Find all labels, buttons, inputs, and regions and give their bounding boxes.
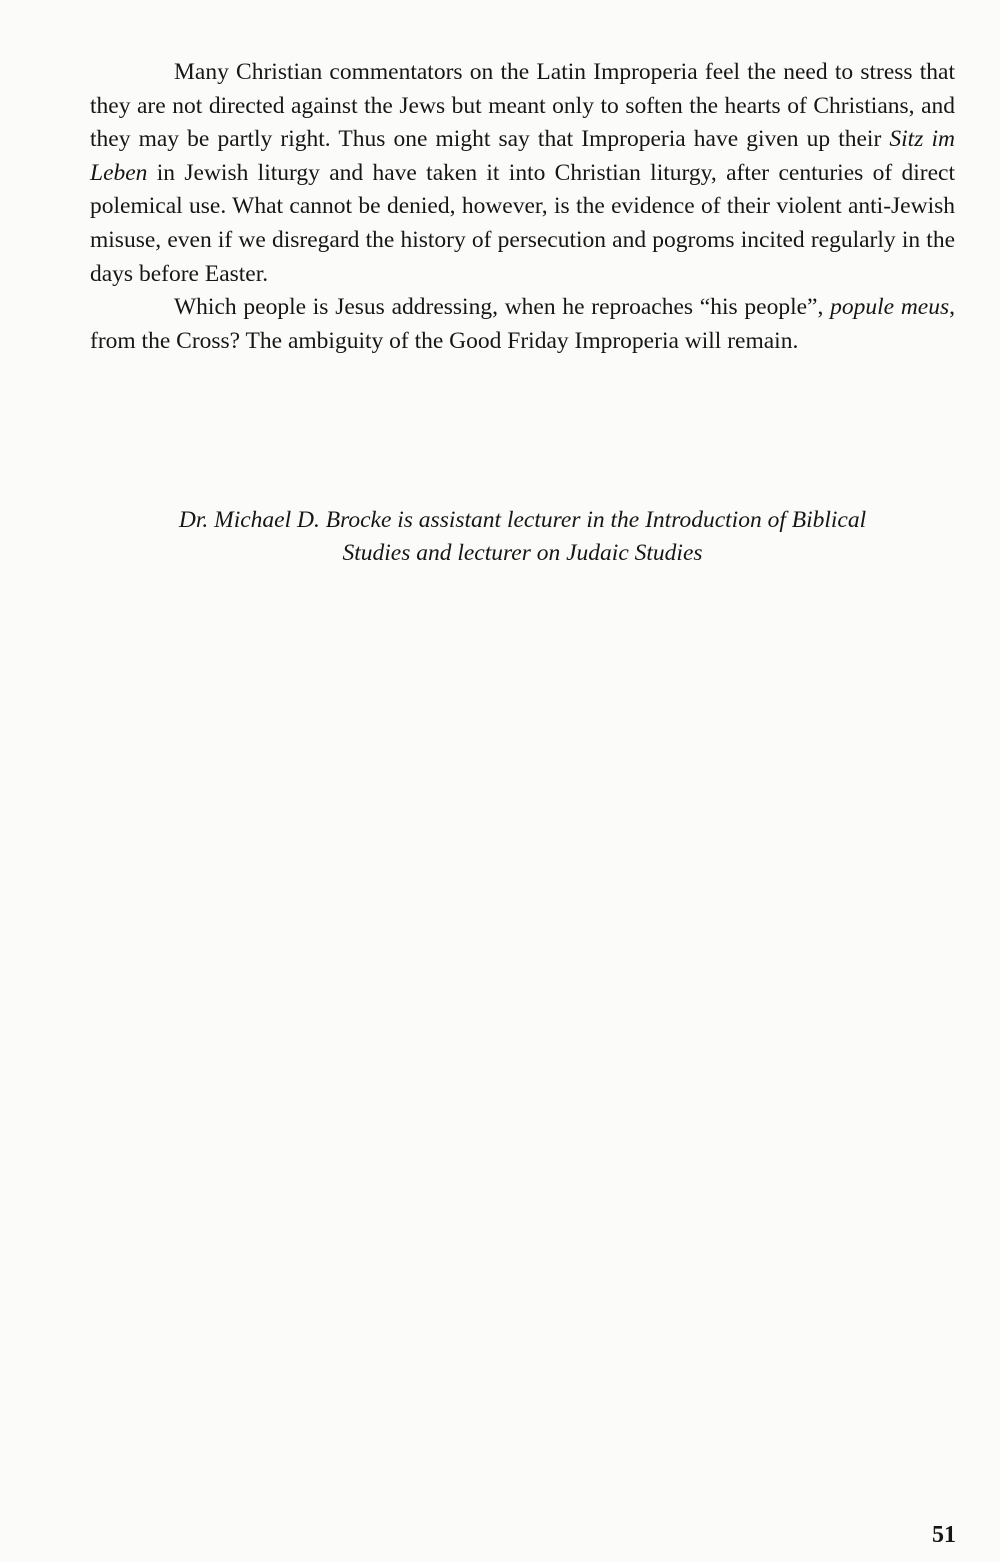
paragraph-text: Which people is Jesus addressing, when he reproaches “his people”, — [174, 294, 831, 321]
paragraph-text: in Jewish liturgy and have taken it into Christian liturgy, after centuries of direct polemical use. What cannot be denied, however, is the evidence of their violent anti-Jewish misuse, even if we disregard the history of persecution and pogroms incited regularly in the days before Easter. — [90, 159, 955, 287]
page-number: 51 — [932, 1522, 956, 1548]
paragraph-text: Many Christian commentators on the Latin Improperia feel the need to stress that they are not directed against the Jews but meant only to soften the hearts of Christians, and they may be partly right. Thus one might say that Improperia have given up their — [90, 59, 955, 153]
paragraph-improperia-commentary — [90, 56, 955, 291]
author-note-line: Studies and lecturer on Judaic Studies — [342, 540, 703, 566]
italic-phrase: popule meus — [830, 294, 950, 321]
author-note-line: Dr. Michael D. Brocke is assistant lecturer in the Introduction of Biblical — [178, 507, 867, 533]
author-note — [90, 504, 955, 570]
paragraph-text: , from the Cross? The ambiguity of the Good Friday Improperia will remain. — [90, 294, 955, 354]
italic-phrase: Sitz im Leben — [90, 126, 955, 186]
paragraph-which-people — [90, 291, 955, 358]
main-text — [90, 56, 955, 358]
